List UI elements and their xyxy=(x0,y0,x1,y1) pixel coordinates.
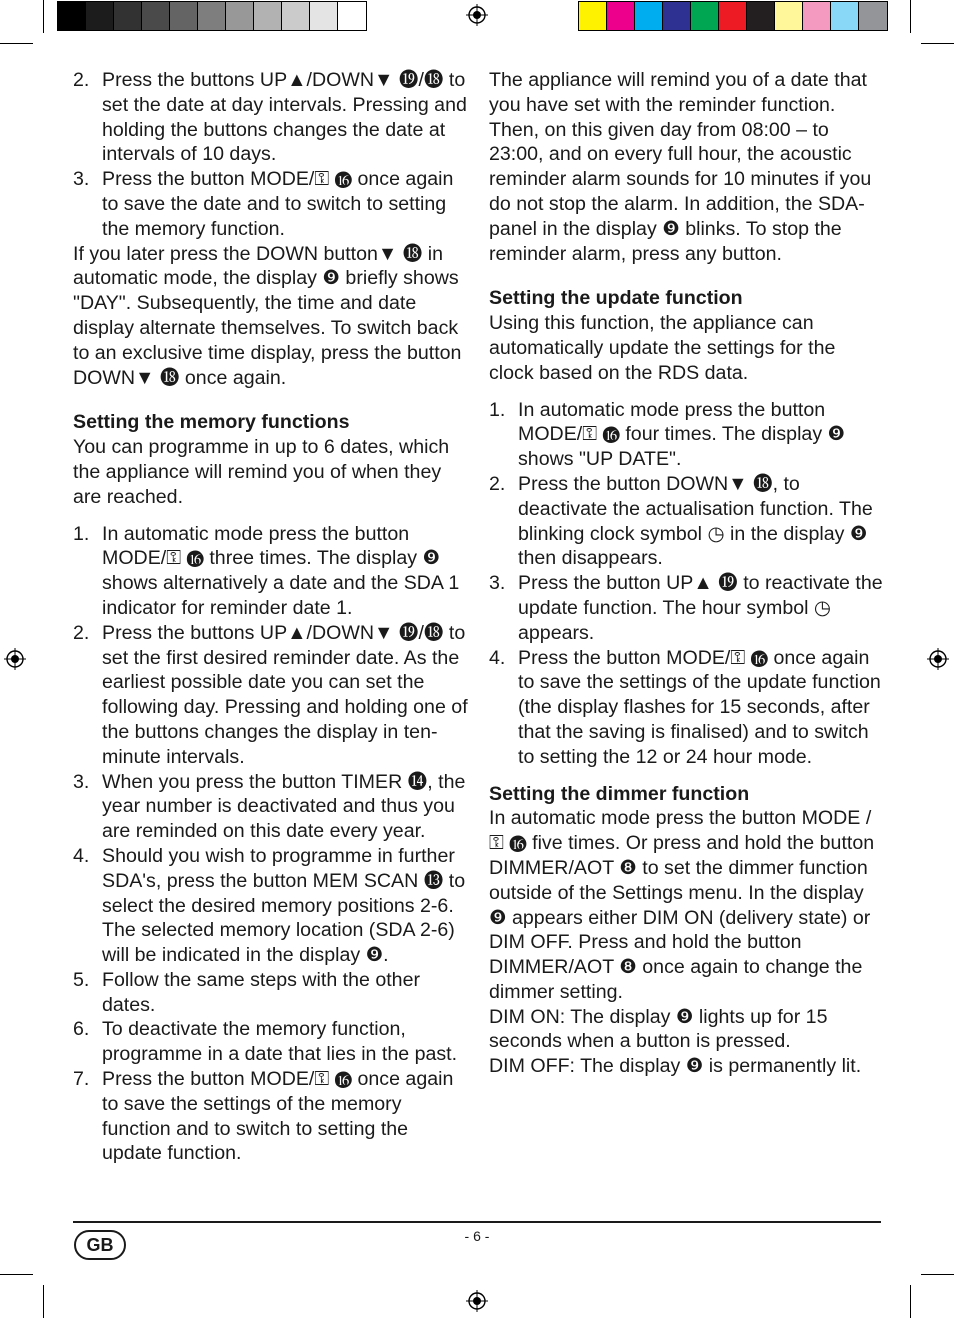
registration-mark-icon xyxy=(466,1290,488,1312)
color-swatch xyxy=(831,2,859,30)
list-item: 3. Press the button UP▲ ⓳ to reactivate the update function. The hour symbol ◷ appears. xyxy=(489,572,883,644)
crop-mark xyxy=(910,0,911,33)
color-calibration-bar xyxy=(578,1,888,31)
crop-mark xyxy=(43,0,44,33)
registration-mark-icon xyxy=(4,648,26,670)
color-swatch xyxy=(254,2,282,30)
color-swatch xyxy=(170,2,198,30)
crop-mark xyxy=(43,1285,44,1318)
color-swatch xyxy=(86,2,114,30)
crop-mark xyxy=(921,1274,954,1275)
list-item: 6. To deactivate the memory function, programme in a date that lies in the past. xyxy=(73,1018,458,1066)
color-swatch xyxy=(58,2,86,30)
color-swatch xyxy=(142,2,170,30)
color-swatch xyxy=(691,2,719,30)
page-number: - 6 - xyxy=(464,1228,490,1244)
crop-mark xyxy=(921,43,954,44)
color-swatch xyxy=(663,2,691,30)
crop-mark xyxy=(0,1274,33,1275)
grayscale-calibration-bar xyxy=(57,1,367,31)
crop-mark xyxy=(910,1285,911,1318)
color-swatch xyxy=(338,2,366,30)
color-swatch xyxy=(282,2,310,30)
list-item: 7. Press the button MODE/⚿ ⓰ once again to save the settings of the memory function and to switch to setting the update function. xyxy=(73,1068,454,1165)
color-swatch xyxy=(607,2,635,30)
list-item: 4. Press the button MODE/⚿ ⓰ once again to save the settings of the update function (the display flashes for 15 seconds, after that the saving is finalised) and to switch to setting the 12 or 24 hour mode. xyxy=(489,646,881,768)
footer-rule xyxy=(73,1221,881,1223)
list-item: 2. Press the buttons UP▲/DOWN▼ ⓳/⓲ to set the first desired reminder date. As the earliest possible date you can set the following day. Pressing and holding one of the buttons changes the display in ten-minute intervals. xyxy=(73,621,468,768)
list-item: 2. Press the button DOWN▼ ⓲, to deactivate the actualisation function. The blinking clock symbol ◷ in the display ❾ then disappears. xyxy=(489,472,873,570)
color-swatch xyxy=(226,2,254,30)
list-item: 5. Follow the same steps with the other dates. xyxy=(73,968,421,1016)
color-swatch xyxy=(775,2,803,30)
update-heading: Setting the update function xyxy=(489,287,743,310)
date-steps-list xyxy=(73,68,468,242)
language-badge: GB xyxy=(74,1230,126,1260)
list-item: 4. Should you wish to programme in further SDA's, press the button MEM SCAN ⓭ to select the desired memory positions 2-6. The selected memory location (SDA 2-6) will be indicated in the display ❾. xyxy=(73,844,466,967)
memory-steps-list xyxy=(73,522,468,1167)
color-swatch xyxy=(719,2,747,30)
memory-heading: Setting the memory functions xyxy=(73,411,350,434)
color-swatch xyxy=(635,2,663,30)
color-swatch xyxy=(859,2,887,30)
right-column xyxy=(489,68,884,1079)
reminder-paragraph: The appliance will remind you of a date that you have set with the reminder function. Then, on this given day from 08:00 – to 23:00, and on every full hour, the acoustic reminder alarm sounds for 10 minutes if you do not stop the alarm. In addition, the SDA-panel in the display ❾ blinks. To stop the reminder alarm, press any button. xyxy=(489,69,872,265)
update-steps-list xyxy=(489,398,884,770)
color-swatch xyxy=(198,2,226,30)
color-swatch xyxy=(747,2,775,30)
registration-mark-icon xyxy=(466,4,488,26)
color-swatch xyxy=(803,2,831,30)
registration-mark-icon xyxy=(927,648,949,670)
memory-paragraph: You can programme in up to 6 dates, which the appliance will remind you of when they are reached. xyxy=(73,436,450,508)
later-press-paragraph: If you later press the DOWN button▼ ⓲ in automatic mode, the display ❾ briefly shows "DAY". Subsequently, the time and date display alternate themselves. To switch back to an exclusive time display, press the button DOWN▼ ⓲ once again. xyxy=(73,242,462,389)
list-item: 3. Press the button MODE/⚿ ⓰ once again to save the date and to switch to setting the memory function. xyxy=(73,168,454,240)
dimmer-paragraph: In automatic mode press the button MODE / ⚿ ⓰ five times. Or press and hold the button DIMMER/AOT ❽ to set the dimmer function outside of the Settings menu. In the display ❾ appears either DIM ON (delivery state) or DIM OFF. Press and hold the button DIMMER/AOT ❽ once again to change the dimmer setting. xyxy=(489,807,875,1003)
dim-on-paragraph: DIM ON: The display ❾ lights up for 15 seconds when a button is pressed. xyxy=(489,1005,828,1053)
dim-off-paragraph: DIM OFF: The display ❾ is permanently lit. xyxy=(489,1055,862,1078)
list-item: 1. In automatic mode press the button MODE/⚿ ⓰ three times. The display ❾ shows alternatively a date and the SDA 1 indicator for reminder date 1. xyxy=(73,522,460,619)
left-column xyxy=(73,68,468,1166)
color-swatch xyxy=(114,2,142,30)
dimmer-heading: Setting the dimmer function xyxy=(489,782,750,805)
list-item: 2. Press the buttons UP▲/DOWN▼ ⓳/⓲ to set the date at day intervals. Pressing and holding the buttons changes the date at intervals of 10 days. xyxy=(73,69,467,166)
color-swatch xyxy=(310,2,338,30)
update-paragraph: Using this function, the appliance can automatically update the settings for the clock based on the RDS data. xyxy=(489,312,836,384)
crop-mark xyxy=(0,43,33,44)
list-item: 3. When you press the button TIMER ⓮, the year number is deactivated and thus you are reminded on this date every year. xyxy=(73,770,466,843)
color-swatch xyxy=(579,2,607,30)
list-item: 1. In automatic mode press the button MODE/⚿ ⓰ four times. The display ❾ shows "UP DATE". xyxy=(489,398,846,471)
